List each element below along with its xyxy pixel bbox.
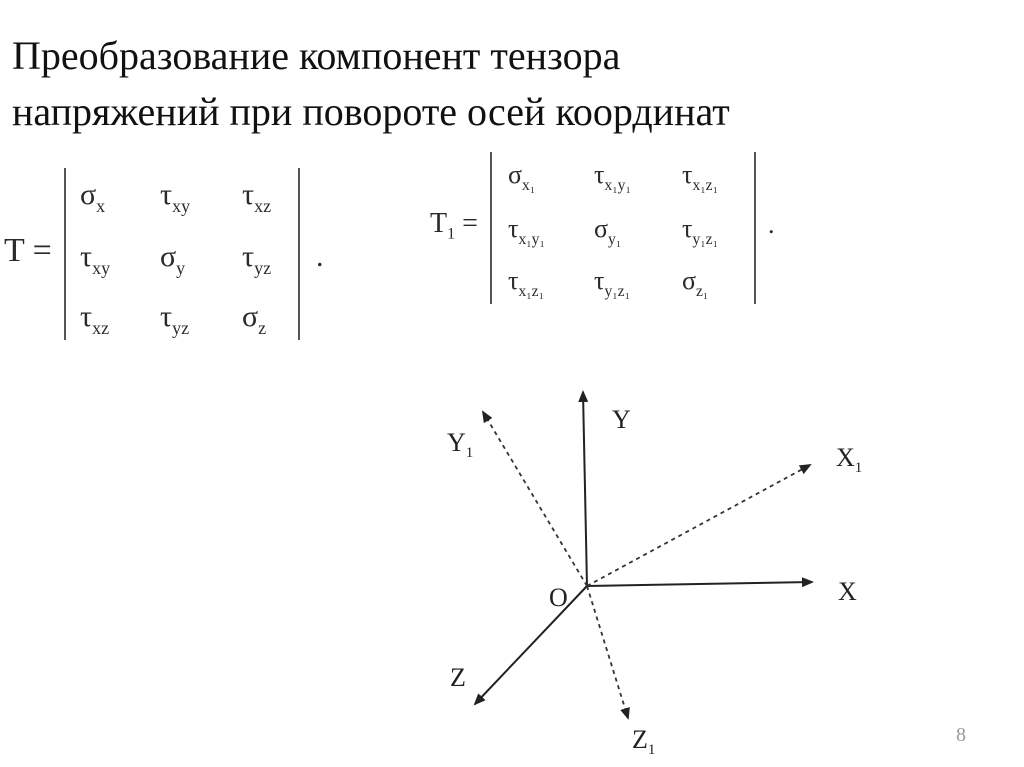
y-axis-label: Y bbox=[612, 405, 631, 434]
matrix-t-subscript: x bbox=[96, 196, 106, 217]
matrix-t1-subscript: x₁y₁ bbox=[518, 231, 545, 249]
matrix-t-symbol: τ bbox=[242, 240, 255, 273]
y-axis bbox=[583, 392, 587, 586]
z1-axis bbox=[587, 586, 628, 718]
x-axis-label: X bbox=[838, 577, 857, 606]
page-number: 8 bbox=[956, 724, 966, 746]
matrix-t-subscript: yz bbox=[254, 258, 272, 279]
matrix-t-lhs: T = bbox=[4, 232, 52, 269]
y1-axis-label: $Y_1$ bbox=[447, 428, 474, 461]
y1-axis bbox=[483, 412, 587, 586]
title-line-2: напряжений при повороте осей координат bbox=[12, 89, 730, 134]
matrix-t-subscript: xy bbox=[172, 196, 191, 217]
matrix-t1-symbol: σ bbox=[682, 266, 697, 295]
z-axis-label: Z bbox=[450, 663, 466, 692]
matrix-t1-trailing-dot: . bbox=[768, 210, 775, 239]
matrix-t1-lhs-letter: T bbox=[430, 208, 448, 239]
matrix-t-subscript: xz bbox=[92, 318, 110, 339]
matrix-t1-symbol: σ bbox=[594, 214, 609, 243]
matrix-t1-symbol: τ bbox=[682, 214, 693, 243]
matrix-t1-symbol: τ bbox=[682, 160, 693, 189]
matrix-t1-symbol: τ bbox=[594, 160, 605, 189]
matrix-t-symbol: σ bbox=[80, 178, 97, 211]
matrix-t1-subscript: z₁ bbox=[696, 283, 709, 301]
matrix-t-symbol: σ bbox=[242, 300, 259, 333]
z1-axis-label: $Z_1$ bbox=[632, 725, 656, 758]
matrix-t1-subscript: x₁ bbox=[522, 177, 536, 195]
matrix-t-symbol: τ bbox=[160, 178, 173, 211]
matrix-t1-subscript: y₁z₁ bbox=[692, 231, 719, 249]
matrix-t1-symbol: τ bbox=[594, 266, 605, 295]
matrix-t-symbol: σ bbox=[160, 240, 177, 273]
matrix-t1-symbol: σ bbox=[508, 160, 523, 189]
matrix-t1-subscript: y₁ bbox=[608, 231, 622, 249]
title-line-1: Преобразование компонент тензора bbox=[12, 33, 621, 78]
matrix-t-symbol: τ bbox=[242, 178, 255, 211]
matrix-t-subscript: xy bbox=[92, 258, 111, 279]
x1-axis-label: $X_1$ bbox=[836, 443, 863, 476]
matrix-t-symbol: τ bbox=[80, 240, 93, 273]
matrix-t-trailing-dot: . bbox=[316, 240, 324, 273]
x-axis bbox=[587, 582, 812, 586]
matrix-t-subscript: z bbox=[258, 318, 267, 339]
origin-label: O bbox=[549, 583, 568, 612]
z-axis bbox=[475, 586, 587, 704]
matrix-t-symbol: τ bbox=[80, 300, 93, 333]
matrix-t1-subscript: x₁z₁ bbox=[518, 283, 545, 301]
x1-axis bbox=[587, 465, 810, 586]
matrix-t-subscript: y bbox=[176, 258, 186, 279]
matrix-t1-lhs-sub: 1 bbox=[447, 225, 456, 243]
matrix-t-subscript: xz bbox=[254, 196, 272, 217]
matrix-t-subscript: yz bbox=[172, 318, 190, 339]
matrix-t-symbol: τ bbox=[160, 300, 173, 333]
matrix-t1-lhs-eq: = bbox=[462, 208, 478, 239]
matrix-t1-symbol: τ bbox=[508, 266, 519, 295]
matrix-t1-subscript: x₁y₁ bbox=[604, 177, 631, 195]
matrix-t1-subscript: x₁z₁ bbox=[692, 177, 719, 195]
matrix-t1-subscript: y₁z₁ bbox=[604, 283, 631, 301]
matrix-t1-symbol: τ bbox=[508, 214, 519, 243]
